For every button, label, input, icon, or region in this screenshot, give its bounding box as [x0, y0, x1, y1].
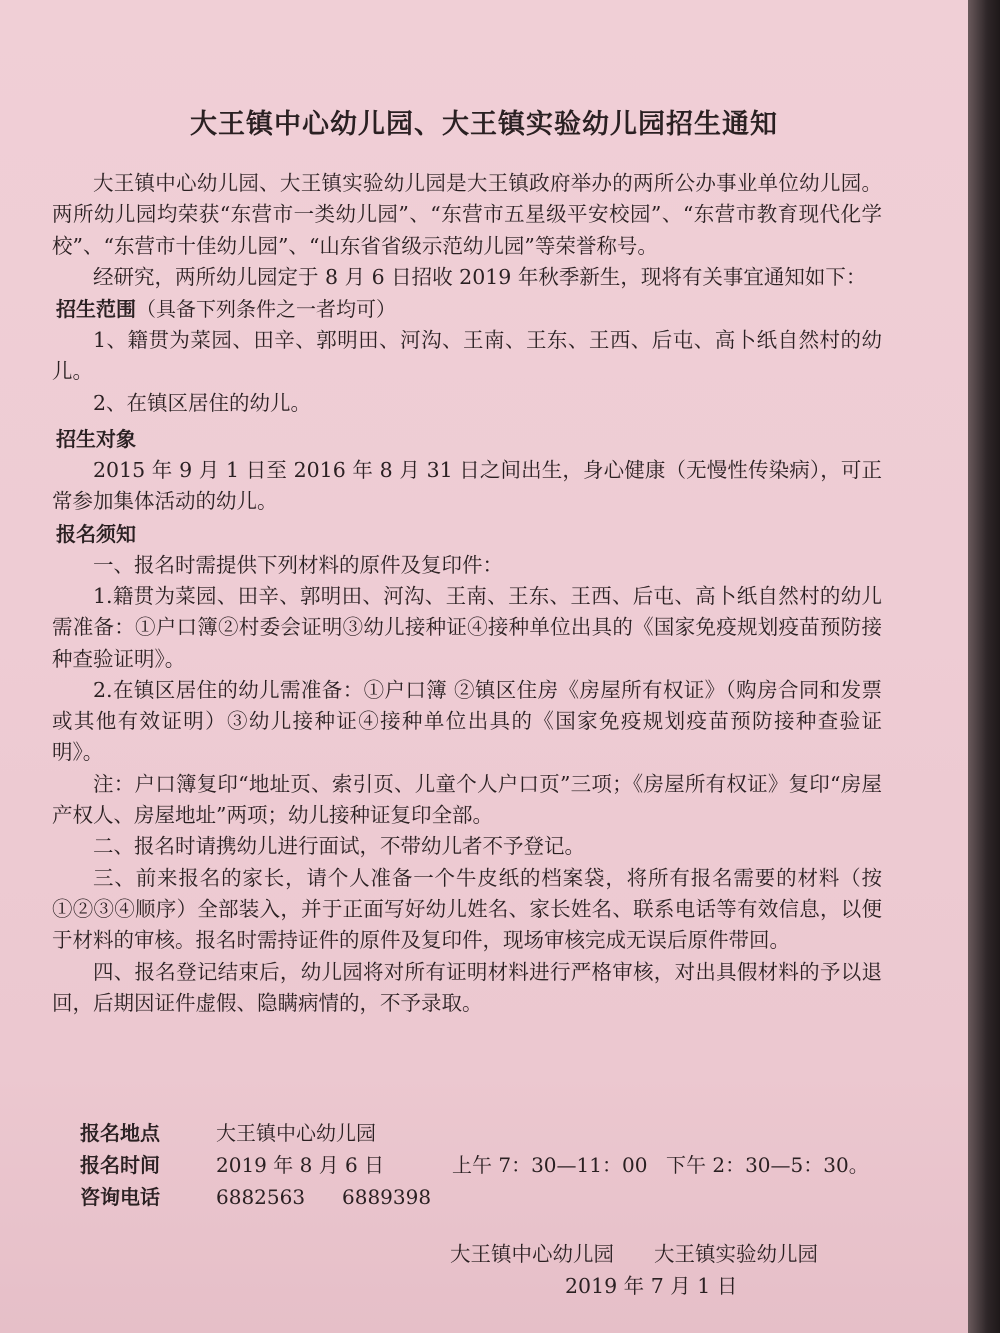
intro-paragraph-1: 大王镇中心幼儿园、大王镇实验幼儿园是大王镇政府举办的两所公办事业单位幼儿园。两所幼儿园均荣获“东营市一类幼儿园”、“东营市五星级平安校园”、“东营市教育现代化学校”、“东营市十佳幼儿园”、“山东省省级示范幼儿园”等荣誉称号。 [52, 171, 882, 258]
signature-orgs [450, 1238, 818, 1270]
scope-heading [52, 293, 882, 325]
afternoon-value: 下午 2：30—5：30。 [666, 1153, 869, 1177]
scope-heading-note: （具备下列条件之一者均可） [136, 297, 396, 322]
phone-label: 咨询电话 [80, 1185, 160, 1209]
notice-title: 大王镇中心幼儿园、大王镇实验幼儿园招生通知 [190, 109, 778, 140]
location-value: 大王镇中心幼儿园 [216, 1121, 376, 1145]
location-label: 报名地点 [80, 1121, 160, 1145]
registration-point-1-2: 2.在镇区居住的幼儿需准备：①户口簿 ②镇区住房《房屋所有权证》（购房合同和发票或其他有效证明）③幼儿接种证④接种单位出具的《国家免疫规划疫苗预防接种查验证明》。 [52, 677, 882, 765]
notice-body [52, 168, 882, 1019]
registration-point-2: 二、报名时请携幼儿进行面试，不带幼儿者不予登记。 [93, 834, 585, 859]
registration-point-4: 四、报名登记结束后，幼儿园将对所有证明材料进行严格审核，对出具假材料的予以退回，后期因证件虚假、隐瞒病情的，不予录取。 [52, 959, 882, 1015]
info-row-phone [80, 1181, 900, 1213]
scope-heading-text: 招生范围 [56, 297, 136, 322]
info-row-time [80, 1149, 900, 1181]
date-value: 2019 年 8 月 6 日 [216, 1153, 385, 1177]
signature-org-2: 大王镇实验幼儿园 [654, 1242, 818, 1266]
registration-point-1: 一、报名时需提供下列材料的原件及复印件： [93, 552, 503, 577]
phone-value-1: 6882563 [216, 1185, 306, 1209]
scope-item-2: 2、在镇区居住的幼儿。 [93, 390, 312, 415]
target-heading: 招生对象 [56, 427, 136, 452]
morning-value: 上午 7：30—11：00 [452, 1153, 648, 1177]
registration-info [80, 1117, 900, 1213]
registration-point-1-1: 1.籍贯为菜园、田辛、郭明田、河沟、王南、王东、王西、后屯、高卜纸自然村的幼儿需准备：①户口簿②村委会证明③幼儿接种证④接种单位出具的《国家免疫规划疫苗预防接种查验证明》。 [52, 583, 882, 671]
page-edge-shadow [968, 0, 1000, 1333]
phone-value-2: 6889398 [342, 1185, 432, 1209]
target-text: 2015 年 9 月 1 日至 2016 年 8 月 31 日之间出生，身心健康（无慢性传染病），可正常参加集体活动的幼儿。 [52, 458, 882, 514]
scope-item-1: 1、籍贯为菜园、田辛、郭明田、河沟、王南、王东、王西、后屯、高卜纸自然村的幼儿。 [52, 328, 882, 384]
intro-paragraph-2: 经研究，两所幼儿园定于 8 月 6 日招收 2019 年秋季新生，现将有关事宜通知如下： [93, 264, 867, 289]
info-row-location [80, 1117, 900, 1149]
signature-org-1: 大王镇中心幼儿园 [450, 1242, 614, 1266]
registration-point-3: 三、前来报名的家长，请个人准备一个牛皮纸的档案袋，将所有报名需要的材料（按①②③④顺序）全部装入，并于正面写好幼儿姓名、家长姓名、联系电话等有效信息，以便于材料的审核。报名时需持证件的原件及复印件，现场审核完成无误后原件带回。 [52, 865, 882, 953]
signature-date: 2019 年 7 月 1 日 [565, 1274, 738, 1298]
time-label: 报名时间 [80, 1153, 160, 1177]
registration-heading: 报名须知 [56, 521, 136, 546]
registration-note: 注：户口簿复印“地址页、索引页、儿童个人户口页”三项；《房屋所有权证》复印“房屋产权人、房屋地址”两项；幼儿接种证复印全部。 [52, 771, 882, 828]
